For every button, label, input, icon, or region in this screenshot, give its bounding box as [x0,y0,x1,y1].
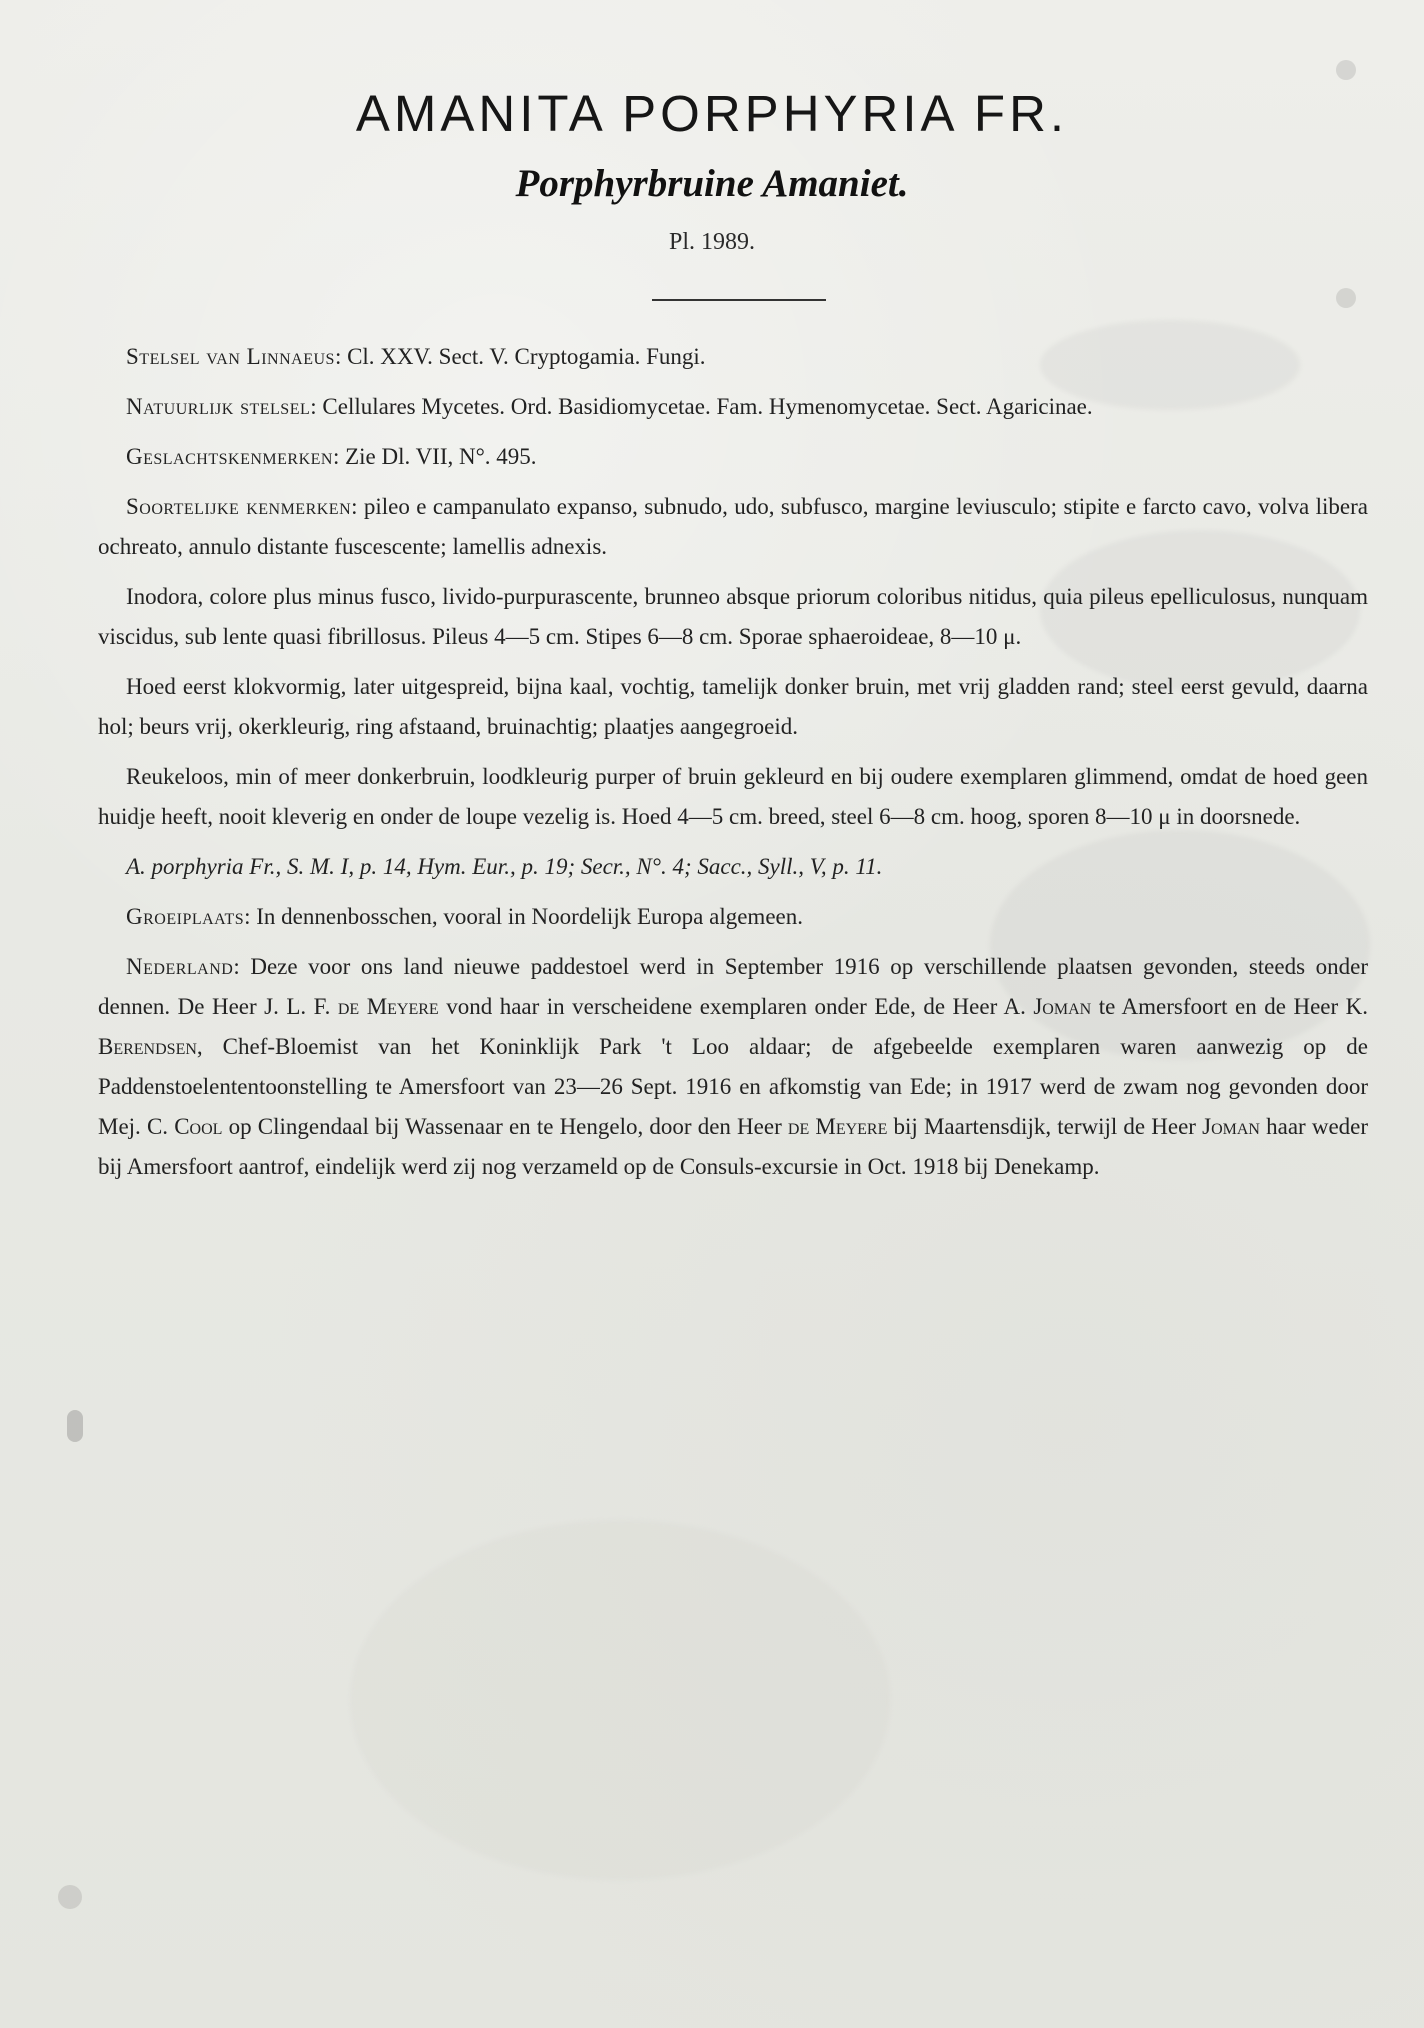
entry-text: Zie Dl. VII, N°. 495. [345,444,537,469]
citation-paragraph: A. porphyria Fr., S. M. I, p. 14, Hym. Eur., p. 19; Secr., N°. 4; Sacc., Syll., V, p. 11. [126,854,883,879]
paper-spot [1336,60,1356,80]
entry-text: Cellulares Mycetes. Ord. Basidiomycetae. Fam. Hymenomycetae. Sect. Agaricinae. [322,394,1093,419]
latin-description-paragraph: Inodora, colore plus minus fusco, livido-purpurascente, brunneo absque priorum coloribus nitidus, quia pileus epelliculosus, nunquam viscidus, sub lente quasi fibrillosus. Pileus 4—5 cm. Stipes 6—8 cm. Sporae sphaeroideae, 8—10 μ. [98,584,1368,649]
genus-characteristics-entry: Geslachtskenmerken: Zie Dl. VII, N°. 495. [126,444,537,469]
text-segment: te Amersfoort en de Heer K. [1098,994,1369,1019]
habitat-entry: Groeiplaats: In dennenbosschen, vooral in Noordelijk Europa algemeen. [126,904,803,929]
page-title: AMANITA PORPHYRIA FR. [355,85,1069,142]
page-subtitle: Porphyrbruine Amaniet. [515,162,909,205]
entry-label: Natuurlijk stelsel [126,394,311,419]
entry-text: pileo e campanulato expanso, subnudo, udo, subfusco, margine leviusculo; stipite e farcto cavo, volva libera ochreato, annulo distante fuscescente; lamellis adnexis. [98,494,1368,559]
ink-bleed-through [350,1520,890,1880]
person-name: de Meyere [337,994,439,1019]
person-name: Berendsen [98,1034,197,1059]
paper-spot [58,1885,82,1909]
entry-label: Soortelijke kenmerken [126,494,352,519]
plate-number: Pl. 1989. [668,229,755,255]
person-name: Cool [174,1114,223,1139]
paper-spot [1336,288,1356,308]
entry-text: Cl. XXV. Sect. V. Cryptogamia. Fungi. [347,344,706,369]
person-name: de Meyere [787,1114,888,1139]
entry-label: Nederland [126,954,234,979]
paper-spot [67,1410,83,1442]
species-characteristics-entry: Soortelijke kenmerken: pileo e campanulato expanso, subnudo, udo, subfusco, margine leviusculo; stipite e farcto cavo, volva libera ochreato, annulo distante fuscescente; lamellis adnexis. [98,494,1368,559]
dutch-description-paragraph: Hoed eerst klokvormig, later uitgespreid, bijna kaal, vochtig, tamelijk donker bruin, met vrij gladden rand; steel eerst gevuld, daarna hol; beurs vrij, okerkleurig, ring afstaand, bruinachtig; plaatjes aangegroeid. [98,674,1368,739]
text-segment: op Clingendaal bij Wassenaar en te Hengelo, door den Heer [228,1114,782,1139]
person-name: Joman [1202,1114,1260,1139]
linnaeus-entry: Stelsel van Linnaeus: Cl. XXV. Sect. V. Cryptogamia. Fungi. [126,344,706,369]
entry-text: In dennenbosschen, vooral in Noordelijk Europa algemeen. [256,904,803,929]
document-body [98,337,1368,1197]
entry-label: Geslachtskenmerken [126,444,333,469]
person-name: Joman [1033,994,1092,1019]
natural-system-entry: Natuurlijk stelsel: Cellulares Mycetes. Ord. Basidiomycetae. Fam. Hymenomycetae. Sect. Agaricinae. [126,394,1093,419]
text-segment: haar weder bij Amersfoort aantrof, eindelijk werd zij nog verzameld op de Consuls-excursie in Oct. 1918 bij Denekamp. [98,1114,1369,1179]
text-segment: , Chef-Bloemist van het Koninklijk Park 't Loo aldaar; de afgebeelde exemplaren waren aanwezig op de Paddenstoelententoonstelling te Amersfoort van 23—26 Sept. 1916 en afkomstig van Ede; in 1917 werd de zwam nog gevonden door Mej. C. [98,1034,1368,1139]
dutch-details-paragraph: Reukeloos, min of meer donkerbruin, loodkleurig purper of bruin gekleurd en bij oudere exemplaren glimmend, omdat de hoed geen huidje heeft, nooit kleverig en onder de loupe vezelig is. Hoed 4—5 cm. breed, steel 6—8 cm. hoog, sporen 8—10 μ in doorsnede. [98,764,1368,829]
entry-label: Groeiplaats [126,904,245,929]
text-segment: vond haar in verscheidene exemplaren onder Ede, de Heer A. [446,994,1026,1019]
text-segment: Deze voor ons land nieuwe paddestoel werd in September 1916 op verschillende plaatsen gevonden, steeds onder dennen. De Heer J. L. F. [98,954,1369,1019]
entry-label: Stelsel van Linnaeus [126,344,335,369]
netherlands-entry: Nederland: Deze voor ons land nieuwe paddestoel werd in September 1916 op verschillende plaatsen gevonden, steeds onder dennen. De Heer J. L. F. de Meyere vond haar in verscheidene exemplaren onder Ede, de Heer A. Joman te Amersfoort en de Heer K. Berendsen, Chef-Bloemist van het Koninklijk Park 't Loo aldaar; de afgebeelde exemplaren waren aanwezig op de Paddenstoelententoonstelling te Amersfoort van 23—26 Sept. 1916 en afkomstig van Ede; in 1917 werd de zwam nog gevonden door Mej. C. Cool op Clingendaal bij Wassenaar en te Hengelo, door den Heer de Meyere bij Maartensdijk, terwijl de Heer Joman haar weder bij Amersfoort aantrof, eindelijk werd zij nog verzameld op de Consuls-excursie in Oct. 1918 bij Denekamp. [98,954,1369,1179]
text-segment: bij Maartensdijk, terwijl de Heer [893,1114,1196,1139]
title-divider [652,299,826,301]
